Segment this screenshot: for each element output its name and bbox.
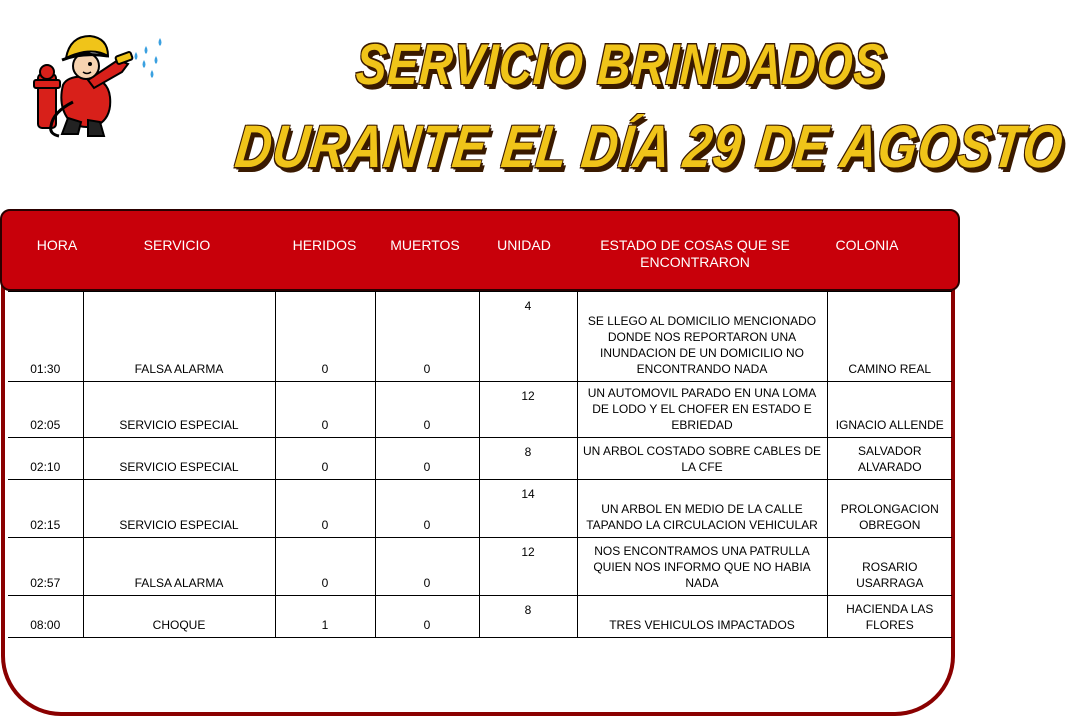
cell-servicio: SERVICIO ESPECIAL	[83, 382, 275, 438]
cell-muertos: 0	[375, 596, 479, 638]
cell-colonia: CAMINO REAL	[827, 292, 952, 382]
cell-unidad: 4	[479, 292, 577, 382]
cell-heridos: 0	[275, 438, 375, 480]
cell-unidad: 8	[479, 438, 577, 480]
firefighter-mascot-icon	[28, 30, 168, 145]
cell-muertos: 0	[375, 292, 479, 382]
header-estado: ESTADO DE COSAS QUE SE ENCONTRARON	[600, 237, 790, 270]
cell-servicio: FALSA ALARMA	[83, 292, 275, 382]
cell-muertos: 0	[375, 438, 479, 480]
table-row	[8, 438, 952, 480]
cell-colonia: SALVADOR ALVARADO	[827, 438, 952, 480]
table-row	[8, 292, 952, 382]
cell-colonia: PROLONGACION OBREGON	[827, 480, 952, 538]
services-table	[8, 291, 952, 638]
header-heridos: HERIDOS	[292, 237, 357, 253]
cell-hora: 01:30	[8, 292, 83, 382]
table-row	[8, 480, 952, 538]
cell-servicio: CHOQUE	[83, 596, 275, 638]
header-colonia: COLONIA	[835, 237, 899, 253]
cell-unidad: 12	[479, 538, 577, 596]
cell-hora: 02:10	[8, 438, 83, 480]
page-subtitle: DURANTE EL DÍA 29 DE AGOSTO	[231, 113, 1067, 181]
cell-heridos: 1	[275, 596, 375, 638]
table-row	[8, 538, 952, 596]
cell-muertos: 0	[375, 538, 479, 596]
cell-muertos: 0	[375, 480, 479, 538]
cell-estado: SE LLEGO AL DOMICILIO MENCIONADO DONDE NOS REPORTARON UNA INUNDACION DE UN DOMICILIO NO ENCONTRANDO NADA	[577, 292, 827, 382]
cell-hora: 08:00	[8, 596, 83, 638]
header-hora: HORA	[36, 237, 78, 253]
cell-colonia: ROSARIO USARRAGA	[827, 538, 952, 596]
cell-heridos: 0	[275, 382, 375, 438]
cell-estado: NOS ENCONTRAMOS UNA PATRULLA QUIEN NOS INFORMO QUE NO HABIA NADA	[577, 538, 827, 596]
cell-muertos: 0	[375, 382, 479, 438]
cell-estado: UN ARBOL COSTADO SOBRE CABLES DE LA CFE	[577, 438, 827, 480]
table-row	[8, 382, 952, 438]
header-unidad: UNIDAD	[497, 237, 551, 253]
cell-estado: TRES VEHICULOS IMPACTADOS	[577, 596, 827, 638]
cell-heridos: 0	[275, 538, 375, 596]
table-header	[0, 209, 960, 291]
cell-heridos: 0	[275, 292, 375, 382]
header-servicio: SERVICIO	[143, 237, 211, 253]
cell-heridos: 0	[275, 480, 375, 538]
page-title: SERVICIO BRINDADOS	[354, 31, 888, 97]
cell-unidad: 14	[479, 480, 577, 538]
cell-servicio: SERVICIO ESPECIAL	[83, 438, 275, 480]
cell-unidad: 12	[479, 382, 577, 438]
cell-hora: 02:05	[8, 382, 83, 438]
cell-colonia: IGNACIO ALLENDE	[827, 382, 952, 438]
cell-estado: UN ARBOL EN MEDIO DE LA CALLE TAPANDO LA CIRCULACION VEHICULAR	[577, 480, 827, 538]
cell-servicio: SERVICIO ESPECIAL	[83, 480, 275, 538]
table-row	[8, 596, 952, 638]
cell-unidad: 8	[479, 596, 577, 638]
cell-estado: UN AUTOMOVIL PARADO EN UNA LOMA DE LODO Y EL CHOFER EN ESTADO E EBRIEDAD	[577, 382, 827, 438]
cell-hora: 02:57	[8, 538, 83, 596]
header-muertos: MUERTOS	[390, 237, 460, 253]
cell-servicio: FALSA ALARMA	[83, 538, 275, 596]
cell-hora: 02:15	[8, 480, 83, 538]
cell-colonia: HACIENDA LAS FLORES	[827, 596, 952, 638]
